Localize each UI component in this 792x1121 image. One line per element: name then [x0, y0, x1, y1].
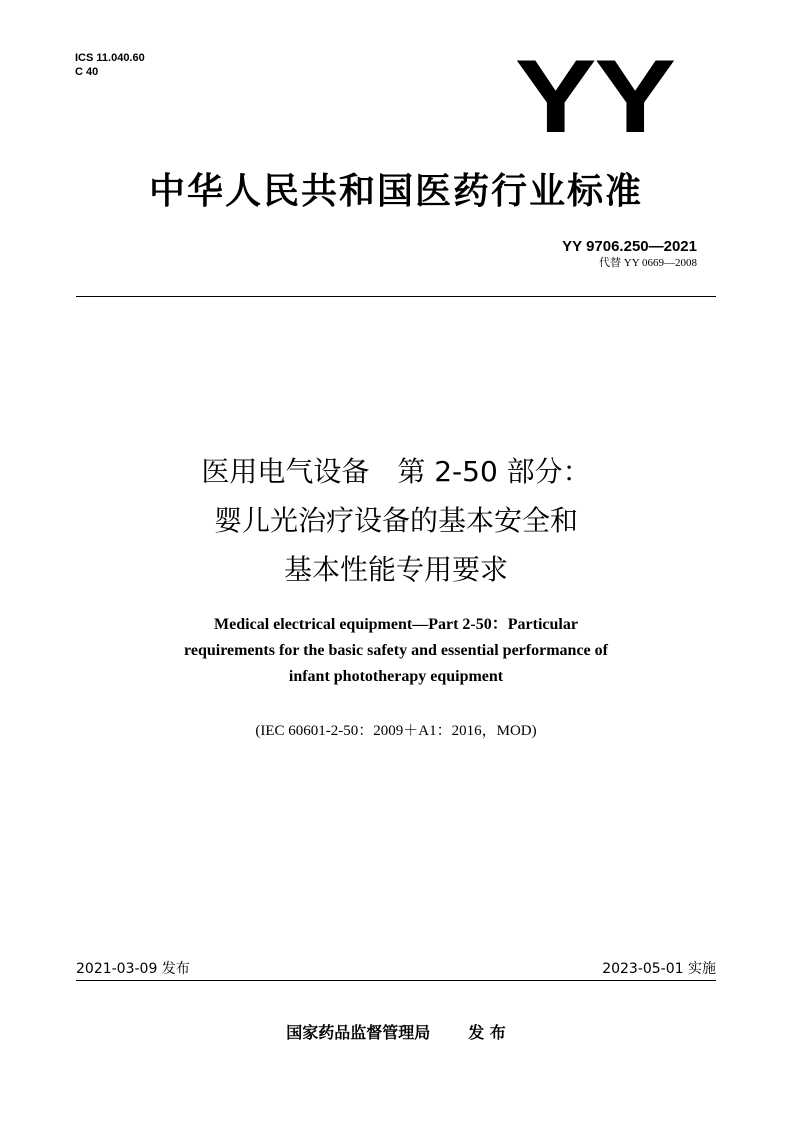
- organization-title: 中华人民共和国医药行业标准: [148, 171, 643, 212]
- issuer-action: 发 布: [468, 1023, 506, 1042]
- yy-logo: YY: [515, 39, 674, 155]
- chinese-title-line: 医用电气设备 第 2-50 部分：: [201, 455, 591, 488]
- top-divider: [76, 296, 716, 297]
- issuer-name: 国家药品监督管理局: [286, 1023, 431, 1042]
- bottom-divider: [76, 980, 716, 981]
- english-title-line: requirements for the basic safety and essential performance of: [184, 642, 608, 659]
- iec-reference: (IEC 60601-2-50：2009＋A1：2016，MOD): [255, 723, 537, 739]
- replaces-standard: 代替 YY 0669—2008: [599, 257, 697, 269]
- issuer: [0, 1020, 792, 1043]
- english-title-line: infant phototherapy equipment: [288, 668, 504, 685]
- ics-code: ICS 11.040.60: [75, 52, 145, 64]
- standard-number: YY 9706.250—2021: [562, 238, 697, 255]
- classification-codes: [75, 51, 145, 79]
- chinese-title-line: 婴儿光治疗设备的基本安全和: [213, 504, 578, 537]
- implement-date: 2023-05-01 实施: [602, 961, 716, 977]
- ccs-code: C 40: [75, 66, 99, 78]
- english-title: [0, 612, 792, 690]
- english-title-line: Medical electrical equipment—Part 2-50：Particular: [214, 616, 578, 633]
- standard-number-block: [562, 238, 697, 272]
- chinese-title-line: 基本性能专用要求: [283, 553, 508, 586]
- publish-date: 2021-03-09 发布: [76, 961, 190, 977]
- chinese-title: [0, 447, 792, 594]
